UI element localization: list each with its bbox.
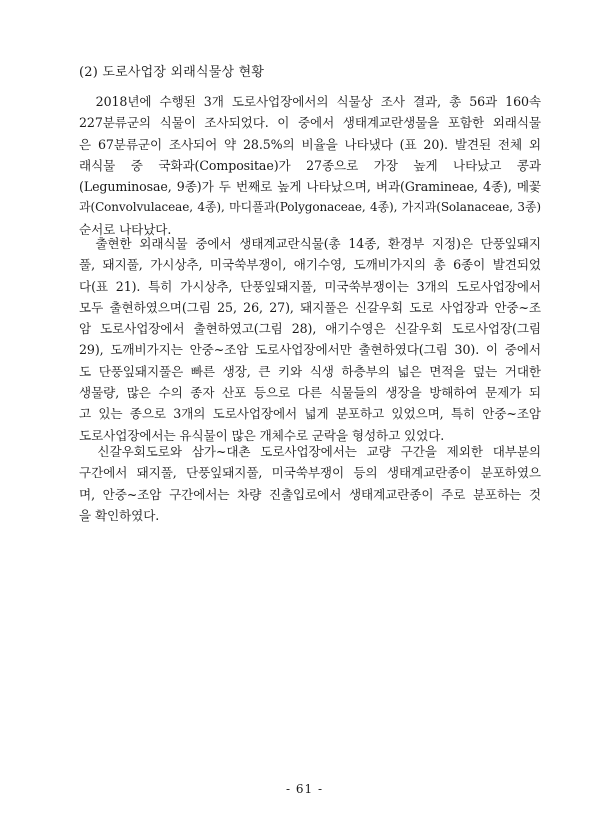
paragraph-line: 고 있는 종으로 3개의 도로사업장에서 넓게 분포하고 있었으며, 특히 안중~조암 <box>79 406 541 422</box>
paragraph-line: 구간에서 돼지풀, 단풍잎돼지풀, 미국쑥부쟁이 등의 생태계교란종이 분포하였으 <box>79 465 541 481</box>
paragraph-line: 며, 안중~조암 구간에서는 차량 진출입로에서 생태계교란종이 주로 분포하는 것 <box>79 486 541 502</box>
paragraph-line: 29), 도깨비가지는 안중~조암 도로사업장에서만 출현하였다(그림 30). 이 중에서 <box>79 342 541 358</box>
paragraph-line: 래식물 중 국화과(Compositae)가 27종으로 가장 높게 나타났고 콩과 <box>79 157 541 173</box>
paragraph-line: 은 67분류군이 조사되어 약 28.5%의 비율을 나타냈다 (표 20). 발견된 전체 외 <box>79 136 541 152</box>
paragraph-line: 생물량, 많은 수의 종자 산포 등으로 다른 식물들의 생장을 방해하여 문제가 되 <box>79 385 541 401</box>
paragraph-line: 출현한 외래식물 중에서 생태계교란식물(총 14종, 환경부 지정)은 단풍잎돼지 <box>79 236 541 251</box>
paragraph-line: 을 확인하였다. <box>79 507 160 523</box>
page-number: - 61 - <box>285 782 323 796</box>
paragraph-line: 순서로 나타났다. <box>79 221 172 237</box>
paragraph-line: 2018년에 수행된 3개 도로사업장에서의 식물상 조사 결과, 총 56과 160속 <box>79 94 541 109</box>
paragraph-line: 암 도로사업장에서 출현하였고(그림 28), 애기수영은 신갈우회 도로사업장(그림 <box>79 321 541 337</box>
paragraph-line: (Leguminosae, 9종)가 두 번째로 높게 나타났으며, 벼과(Gramineae, 4종), 메꽃 <box>79 179 541 195</box>
paragraph-3 <box>79 441 541 526</box>
paragraph-line: 다(표 21). 특히 가시상추, 단풍잎돼지풀, 미국쑥부쟁이는 3개의 도로사업장에서 <box>79 278 541 294</box>
paragraph-line: 도 단풍잎돼지풀은 빠른 생장, 큰 키와 식생 하층부의 넓은 면적을 덮는 거대한 <box>79 363 541 379</box>
section-heading: (2) 도로사업장 외래식물상 현황 <box>79 65 265 80</box>
paragraph-line: 풀, 돼지풀, 가시상추, 미국쑥부쟁이, 애기수영, 도깨비가지의 총 6종이 발견되었 <box>79 257 541 273</box>
paragraph-1 <box>79 91 541 240</box>
paragraph-line: 모두 출현하였으며(그림 25, 26, 27), 돼지풀은 신갈우회 도로 사업장과 안중~조 <box>79 299 541 315</box>
paragraph-line: 과(Convolvulaceae, 4종), 마디풀과(Polygonaceae, 4종), 가지과(Solanaceae, 3종) <box>79 200 541 215</box>
paragraph-line: 도로사업장에서는 유식물이 많은 개체수로 군락을 형성하고 있었다. <box>79 427 445 443</box>
paragraph-line: 227분류군의 식물이 조사되었다. 이 중에서 생태계교란생물을 포함한 외래식물 <box>79 115 541 131</box>
paragraph-2 <box>79 233 541 446</box>
paragraph-line: 신갈우회도로와 삼가~대촌 도로사업장에서는 교량 구간을 제외한 대부분의 <box>79 444 541 459</box>
